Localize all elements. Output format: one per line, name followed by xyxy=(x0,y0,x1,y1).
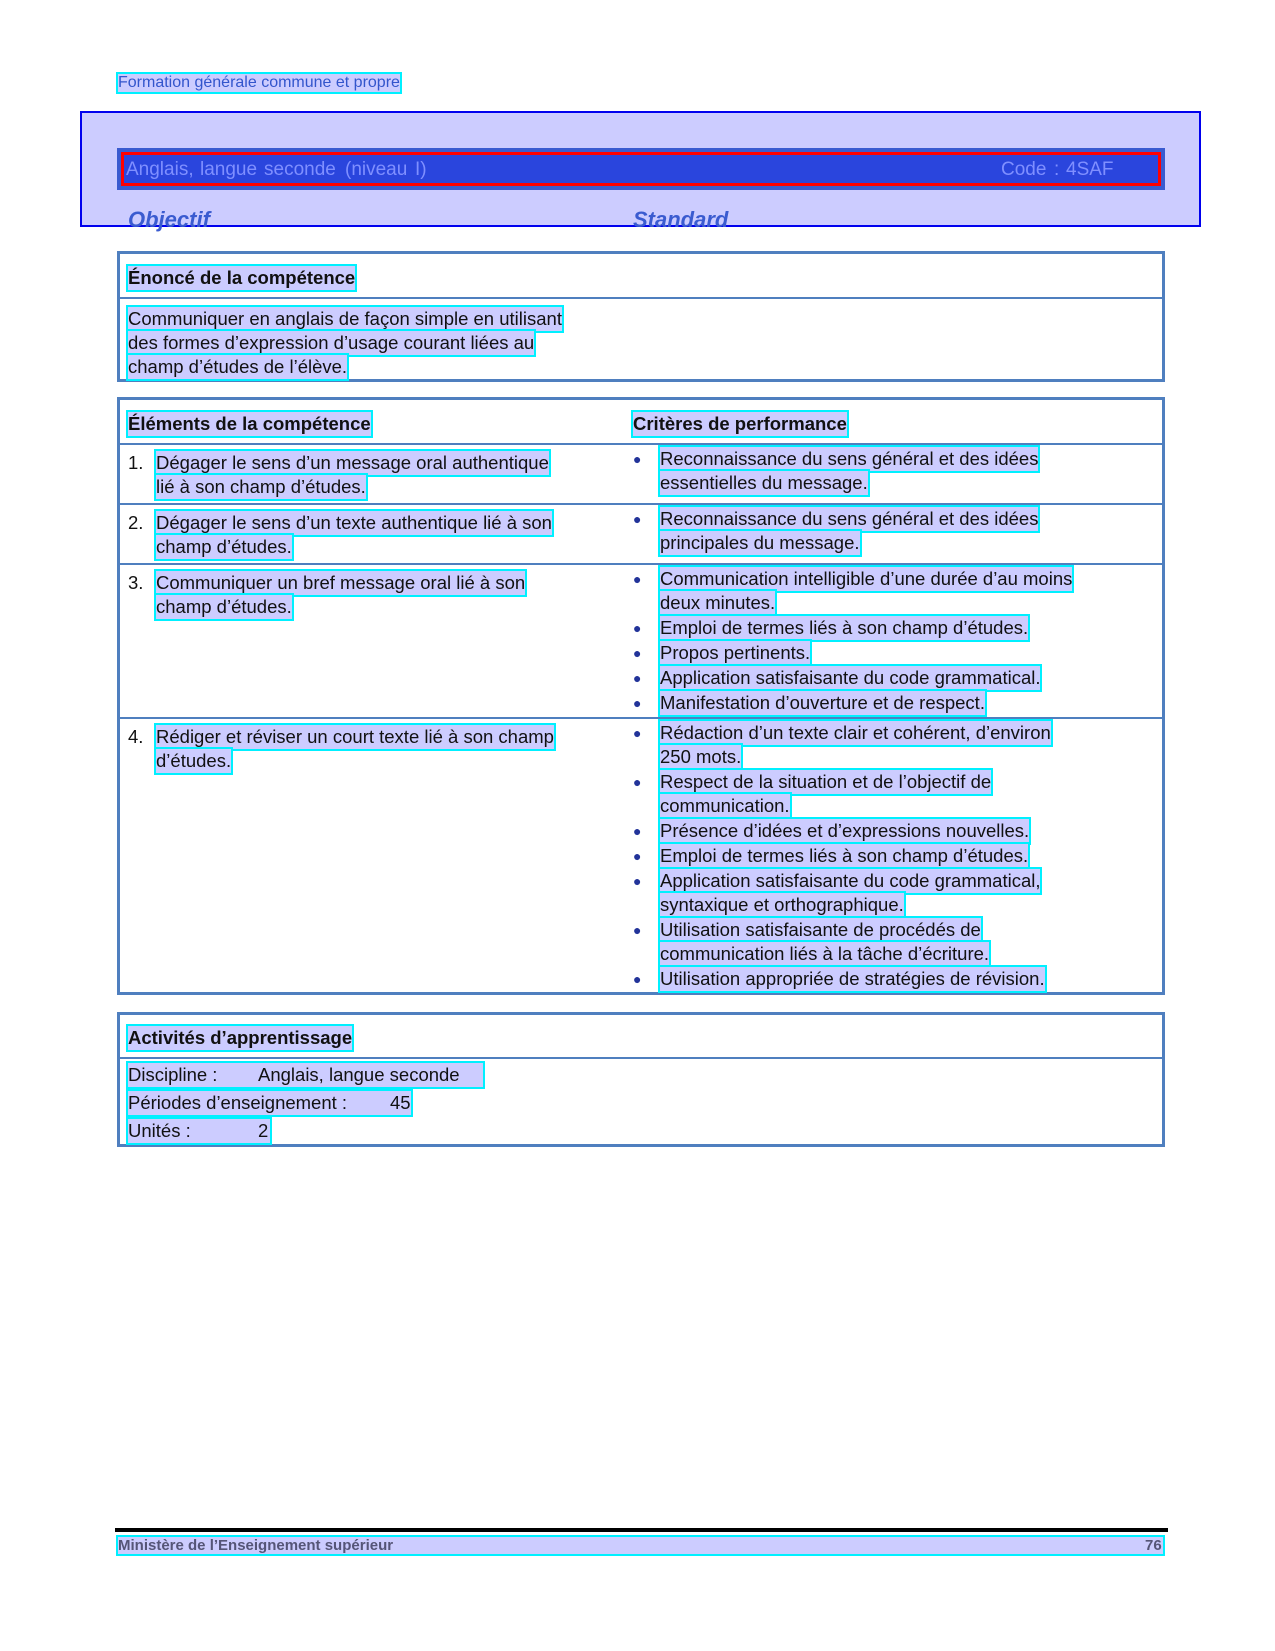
unites-row: Unités : 2 xyxy=(128,1120,269,1141)
footer-rule xyxy=(115,1528,1168,1532)
criterion-text: Respect de la situation et de l’objectif de xyxy=(660,771,992,792)
criterion-text: Utilisation satisfaisante de procédés de xyxy=(660,919,981,940)
bullet-icon: ● xyxy=(633,620,642,636)
criteria-header: Critères de performance xyxy=(633,413,847,434)
criterion-text: 250 mots. xyxy=(660,746,742,767)
element-text: champ d’études. xyxy=(156,596,292,617)
activites-table xyxy=(117,1012,1165,1147)
criterion-text: Manifestation d’ouverture et de respect. xyxy=(660,692,985,713)
course-title-word: Anglais, xyxy=(126,159,194,180)
enonce-title: Énoncé de la compétence xyxy=(128,267,356,288)
row-divider xyxy=(120,503,1162,505)
bullet-icon: ● xyxy=(633,848,642,864)
criterion-text: communication. xyxy=(660,795,790,816)
code-separator: : xyxy=(1054,159,1060,180)
objectif-heading: Objectif xyxy=(128,207,210,232)
criterion-text: Propos pertinents. xyxy=(660,642,811,663)
standard-heading: Standard xyxy=(633,207,729,232)
bullet-icon: ● xyxy=(633,823,642,839)
course-title-word: I) xyxy=(415,159,427,180)
criterion-text: Emploi de termes liés à son champ d’études. xyxy=(660,617,1029,638)
bullet-icon: ● xyxy=(633,571,642,587)
course-code: 4SAF xyxy=(1066,159,1114,180)
bullet-icon: ● xyxy=(633,451,642,467)
enonce-line: des formes d’expression d’usage courant liées au xyxy=(128,332,535,353)
criterion-text: communication liés à la tâche d’écriture. xyxy=(660,943,990,964)
row-divider xyxy=(120,717,1162,719)
criterion-text: syntaxique et orthographique. xyxy=(660,894,904,915)
criterion-text: essentielles du message. xyxy=(660,472,868,493)
enonce-line: champ d’études de l’élève. xyxy=(128,356,348,377)
bullet-icon: ● xyxy=(633,695,642,711)
page-number: 76 xyxy=(1145,1537,1162,1554)
criterion-text: Application satisfaisante du code grammatical, xyxy=(660,870,1041,891)
element-number: 4. xyxy=(128,726,144,747)
element-text: champ d’études. xyxy=(156,536,292,557)
bullet-icon: ● xyxy=(633,670,642,686)
activites-title: Activités d’apprentissage xyxy=(128,1027,353,1048)
criterion-text: Communication intelligible d’une durée d’au moins xyxy=(660,568,1073,589)
element-text: Dégager le sens d’un texte authentique lié à son xyxy=(156,512,552,533)
bullet-icon: ● xyxy=(633,873,642,889)
element-text: Communiquer un bref message oral lié à son xyxy=(156,572,526,593)
element-number: 2. xyxy=(128,512,144,533)
course-title xyxy=(121,152,1161,186)
row-divider xyxy=(120,563,1162,565)
element-text: lié à son champ d’études. xyxy=(156,476,366,497)
criterion-text: Utilisation appropriée de stratégies de révision. xyxy=(660,968,1045,989)
course-title-word: (niveau xyxy=(345,159,408,180)
criterion-text: Reconnaissance du sens général et des idées xyxy=(660,508,1039,529)
bullet-icon: ● xyxy=(633,511,642,527)
elements-table xyxy=(117,397,1165,995)
element-number: 3. xyxy=(128,572,144,593)
discipline-row: Discipline : Anglais, langue seconde xyxy=(128,1063,483,1087)
criterion-text: Application satisfaisante du code grammatical. xyxy=(660,667,1041,688)
criterion-text: deux minutes. xyxy=(660,592,776,613)
criterion-text: Reconnaissance du sens général et des idées xyxy=(660,448,1039,469)
element-text: Rédiger et réviser un court texte lié à son champ xyxy=(156,726,554,747)
course-title-word: langue xyxy=(200,159,258,180)
periodes-row: Périodes d’enseignement : 45 xyxy=(128,1092,411,1113)
criterion-text: Emploi de termes liés à son champ d’études. xyxy=(660,845,1029,866)
criterion-text: Présence d’idées et d’expressions nouvelles. xyxy=(660,820,1030,841)
enonce-line: Communiquer en anglais de façon simple en utilisant xyxy=(128,308,562,329)
element-number: 1. xyxy=(128,452,144,473)
element-text: Dégager le sens d’un message oral authentique xyxy=(156,452,549,473)
footer-ministry: Ministère de l’Enseignement supérieur xyxy=(118,1537,1163,1554)
bullet-icon: ● xyxy=(633,774,642,790)
bullet-icon: ● xyxy=(633,645,642,661)
bullet-icon: ● xyxy=(633,971,642,987)
bullet-icon: ● xyxy=(633,725,642,741)
bullet-icon: ● xyxy=(633,922,642,938)
row-divider xyxy=(120,443,1162,445)
elements-header: Éléments de la compétence xyxy=(128,413,371,434)
code-label: Code xyxy=(1001,159,1047,180)
criterion-text: Rédaction d’un texte clair et cohérent, d’environ xyxy=(660,722,1051,743)
element-text: d’études. xyxy=(156,750,232,771)
course-title-word: seconde xyxy=(264,159,336,180)
section-label: Formation générale commune et propre xyxy=(118,74,400,91)
criterion-text: principales du message. xyxy=(660,532,860,553)
enonce-table xyxy=(117,251,1165,382)
